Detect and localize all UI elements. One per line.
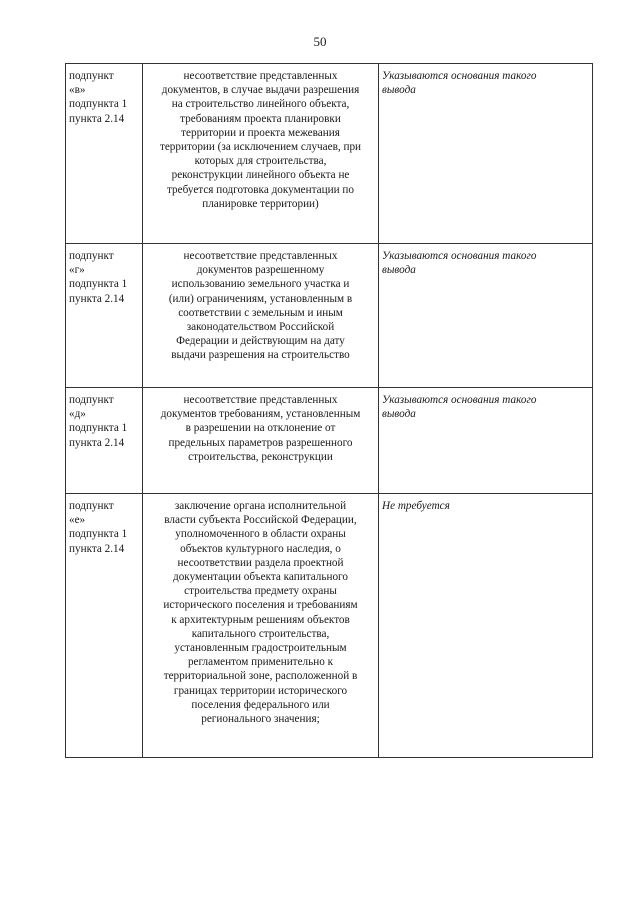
conclusion-line: Указываются основания такого (382, 394, 537, 406)
reason-line: документации объекта капитального (173, 571, 348, 584)
reason-cell (143, 388, 379, 494)
table-row (66, 494, 593, 758)
subitem-line: «г» (69, 264, 85, 277)
subitem-cell (66, 494, 143, 758)
reason-line: регламентом применительно к (187, 656, 334, 669)
reason-cell (143, 64, 379, 244)
subitem-line: подпункта 1 (69, 98, 128, 111)
reason-line: установленным градостроительным (174, 642, 347, 655)
reason-line: требованиям проекта планировки (180, 112, 341, 125)
reason-line: территориальной зоне, расположенной в (163, 670, 358, 683)
reason-line: капитального строительства, (191, 627, 330, 640)
reason-line: документов, в случае выдачи разрешения (161, 84, 360, 97)
reason-line: законодательством Российской (186, 321, 335, 334)
reason-line: власти субъекта Российской Федерации, (164, 514, 357, 527)
conclusion-line: вывода (382, 264, 416, 277)
grounds-table (65, 63, 593, 758)
conclusion-cell (379, 494, 593, 758)
subitem-line: «е» (69, 514, 86, 527)
subitem-line: «д» (69, 408, 86, 421)
subitem-cell (66, 64, 143, 244)
reason-line: строительства предмету охраны (184, 585, 337, 598)
conclusion-line: Указываются основания такого (382, 70, 537, 82)
reason-line: заключение органа исполнительной (174, 500, 347, 512)
subitem-line: пункта 2.14 (69, 112, 125, 125)
reason-line: соответствии с земельным и иным (178, 306, 343, 319)
subitem-line: пункта 2.14 (69, 292, 125, 305)
reason-line: требуется подготовка документации по (167, 183, 354, 196)
conclusion-cell (379, 64, 593, 244)
subitem-line: пункта 2.14 (69, 436, 125, 449)
reason-line: документов требованиям, установленным (160, 408, 361, 421)
subitem-line: «в» (69, 84, 86, 97)
reason-line: реконструкции линейного объекта не (171, 169, 350, 182)
reason-line: объектов культурного наследия, о (180, 542, 341, 555)
reason-line: территории и проекта межевания (181, 126, 340, 139)
reason-line: к архитектурным решениям объектов (171, 613, 350, 626)
reason-line: регионального значения; (201, 713, 320, 726)
reason-line: использованию земельного участка и (171, 278, 350, 291)
subitem-line: подпункт (69, 500, 114, 512)
table-row (66, 244, 593, 388)
reason-line: несоответствие представленных (183, 70, 338, 82)
conclusion-line: вывода (382, 408, 416, 421)
subitem-line: подпункт (69, 250, 114, 262)
reason-line: в разрешении на отклонение от (185, 422, 336, 435)
reason-line: Федерации и действующим на дату (176, 335, 345, 348)
reason-line: поселения федерального или (191, 698, 330, 711)
reason-cell (143, 244, 379, 388)
reason-line: предельных параметров разрешенного (168, 436, 353, 449)
conclusion-cell (379, 388, 593, 494)
reason-line: уполномоченного в области охраны (175, 528, 346, 541)
conclusion-line: Указываются основания такого (382, 250, 537, 262)
reason-line: исторического поселения и требованиям (163, 599, 358, 612)
reason-line: выдачи разрешения на строительство (171, 349, 350, 362)
reason-line: на строительство линейного объекта, (171, 98, 350, 111)
reason-line: планировке территории) (202, 197, 319, 210)
reason-line: (или) ограничениям, установленным в (168, 292, 353, 305)
reason-cell (143, 494, 379, 758)
reason-line: несоответствие представленных (183, 250, 338, 262)
subitem-line: пункта 2.14 (69, 542, 125, 555)
conclusion-line: Не требуется (382, 500, 450, 512)
subitem-line: подпункт (69, 394, 114, 406)
table-row (66, 388, 593, 494)
subitem-line: подпункта 1 (69, 528, 128, 541)
reason-line: которых для строительства, (194, 155, 327, 168)
conclusion-line: вывода (382, 84, 416, 97)
conclusion-cell (379, 244, 593, 388)
reason-line: границах территории исторического (173, 684, 348, 697)
table-row (66, 64, 593, 244)
page-number: 50 (313, 34, 327, 49)
subitem-line: подпункта 1 (69, 422, 128, 435)
subitem-cell (66, 244, 143, 388)
subitem-line: подпункт (69, 70, 114, 82)
reason-line: документов разрешенному (196, 264, 325, 277)
subitem-cell (66, 388, 143, 494)
subitem-line: подпункта 1 (69, 278, 128, 291)
reason-line: территории (за исключением случаев, при (159, 141, 362, 154)
reason-line: несоответствии раздела проектной (177, 556, 344, 569)
reason-line: несоответствие представленных (183, 394, 338, 406)
reason-line: строительства, реконструкции (188, 450, 333, 463)
